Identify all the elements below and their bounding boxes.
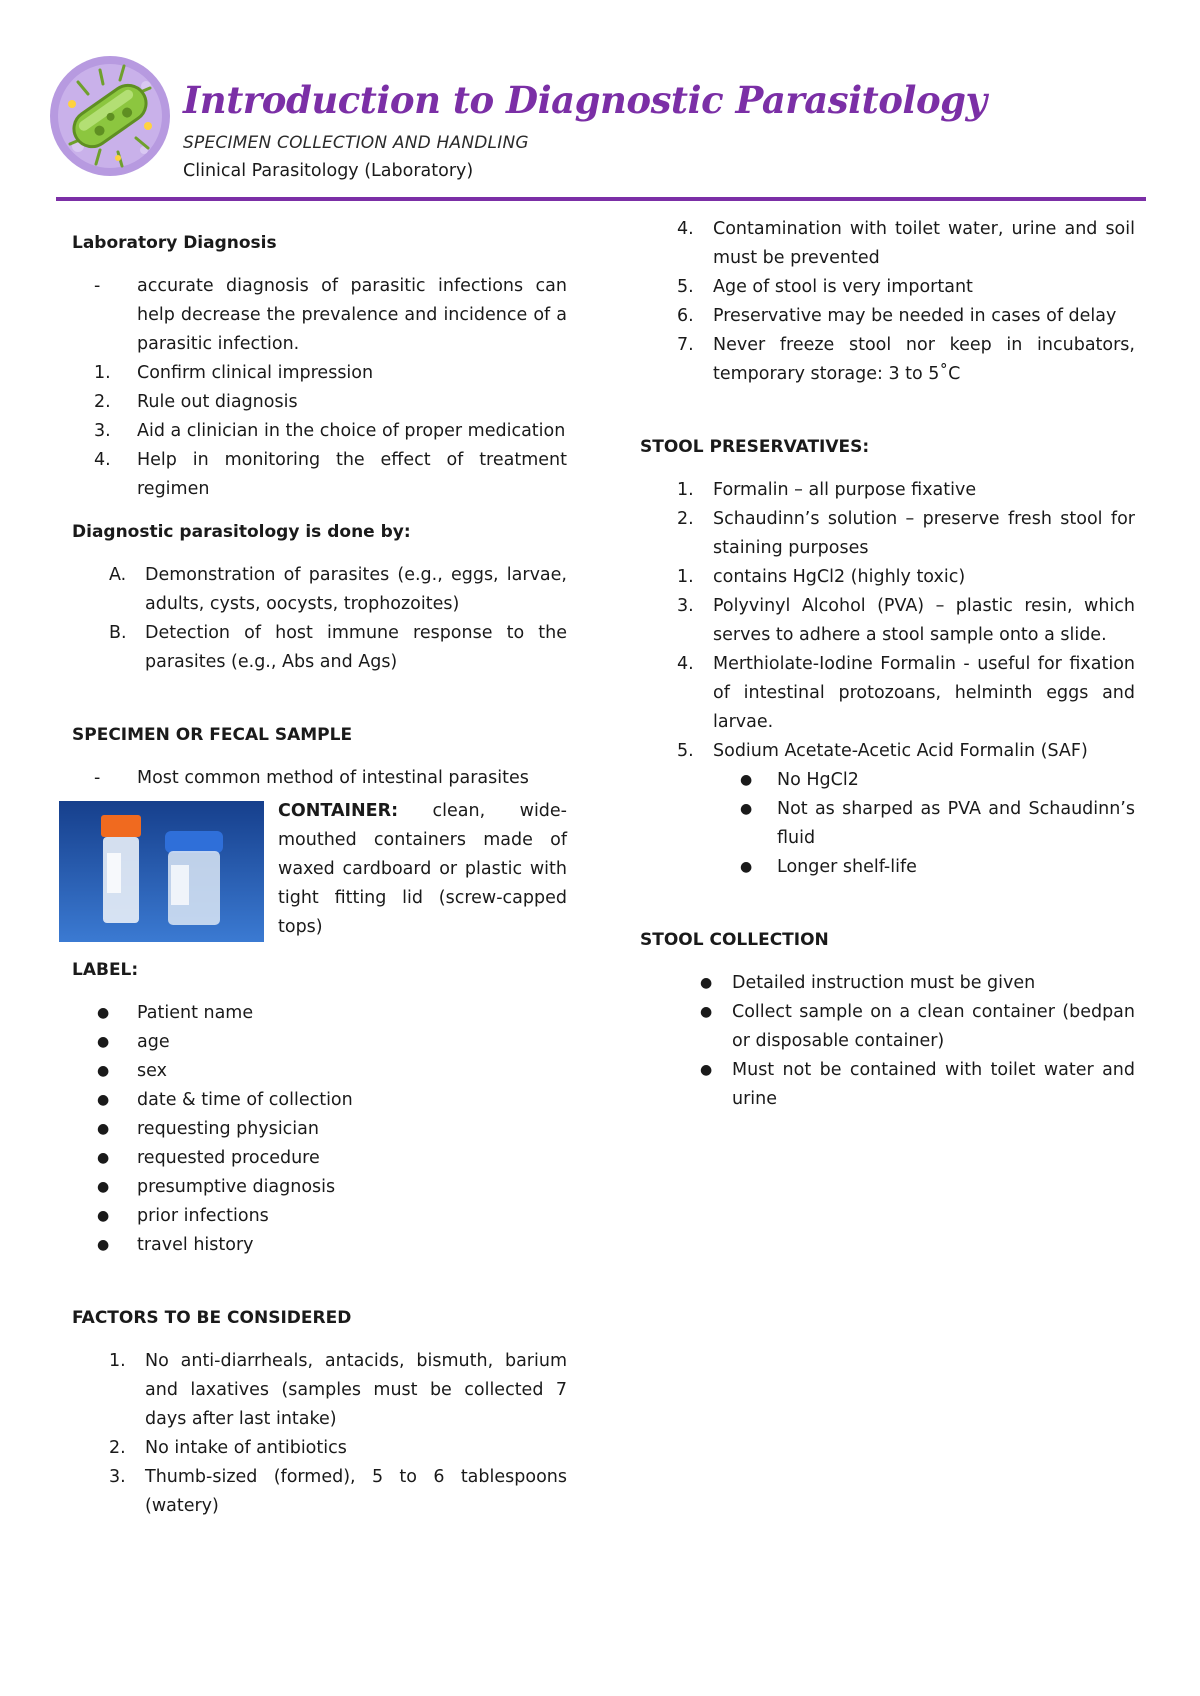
header-divider	[56, 197, 1146, 201]
list-item: ● No HgCl2	[740, 770, 859, 790]
list-item: 2. No intake of antibiotics	[109, 1438, 347, 1458]
list-item: ● Patient name	[97, 1003, 254, 1023]
list-item: B. Detection of host immune response to the parasites (e.g., Abs and Ags)	[109, 623, 567, 672]
page-subtitle: SPECIMEN COLLECTION AND HANDLING	[183, 133, 529, 153]
list-item: ● Detailed instruction must be given	[700, 973, 1036, 993]
list-item: 7. Never freeze stool nor keep in incubators, temporary storage: 3 to 5˚C	[677, 335, 1135, 384]
list-item: 1. Formalin – all purpose fixative	[677, 480, 977, 500]
list-item: 2. Schaudinn’s solution – preserve fresh stool for staining purposes	[677, 509, 1135, 558]
list-item: ● Collect sample on a clean container (bedpan or disposable container)	[700, 1002, 1135, 1051]
list-item: 1. contains HgCl2 (highly toxic)	[677, 567, 966, 587]
factors-heading: FACTORS TO BE CONSIDERED	[72, 1308, 352, 1328]
list-item: 6. Preservative may be needed in cases of delay	[677, 306, 1117, 326]
list-item: 3. Aid a clinician in the choice of proper medication	[94, 421, 566, 441]
container-description: CONTAINER: clean, wide-mouthed containers made of waxed cardboard or plastic with tight fitting lid (screw-capped tops)	[278, 801, 567, 937]
list-item: ● Longer shelf-life	[740, 857, 917, 877]
course-name: Clinical Parasitology (Laboratory)	[183, 161, 474, 181]
list-item: A. Demonstration of parasites (e.g., eggs, larvae, adults, cysts, oocysts, trophozoites)	[109, 565, 567, 614]
list-item: - accurate diagnosis of parasitic infections can help decrease the prevalence and incidence of a parasitic infection.	[94, 276, 567, 354]
specimen-containers-image	[59, 801, 264, 942]
label-heading: LABEL:	[72, 960, 139, 980]
list-item: ● age	[97, 1032, 170, 1052]
preservatives-heading: STOOL PRESERVATIVES:	[640, 437, 870, 457]
list-item: 2. Rule out diagnosis	[94, 392, 298, 412]
list-item: ● date & time of collection	[97, 1090, 353, 1110]
list-item: 1. Confirm clinical impression	[94, 363, 374, 383]
list-item: 3. Polyvinyl Alcohol (PVA) – plastic resin, which serves to adhere a stool sample onto a slide.	[677, 596, 1135, 645]
list-item: ● prior infections	[97, 1206, 269, 1226]
list-item: ● requesting physician	[97, 1119, 319, 1139]
list-item: 4. Merthiolate-Iodine Formalin - useful for fixation of intestinal protozoans, helminth eggs and larvae.	[677, 654, 1135, 732]
list-item: - Most common method of intestinal parasites	[94, 768, 529, 788]
list-item: 4. Help in monitoring the effect of treatment regimen	[94, 450, 567, 499]
list-item: 1. No anti-diarrheals, antacids, bismuth, barium and laxatives (samples must be collected 7 days after last intake)	[109, 1351, 567, 1429]
list-item: ● Not as sharped as PVA and Schaudinn’s fluid	[740, 799, 1135, 848]
list-item: ● presumptive diagnosis	[97, 1177, 336, 1197]
left-column	[72, 215, 567, 1521]
list-item: 5. Age of stool is very important	[677, 277, 973, 297]
list-item: 5. Sodium Acetate-Acetic Acid Formalin (SAF)	[677, 741, 1088, 761]
container-section	[72, 797, 567, 942]
list-item: ● requested procedure	[97, 1148, 320, 1168]
specimen-heading: SPECIMEN OR FECAL SAMPLE	[72, 725, 353, 745]
list-item: ● travel history	[97, 1235, 254, 1255]
list-item: 3. Thumb-sized (formed), 5 to 6 tablespoons (watery)	[109, 1467, 567, 1516]
page-title: Introduction to Diagnostic Parasitology	[183, 78, 987, 122]
collection-heading: STOOL COLLECTION	[640, 930, 829, 950]
right-column	[640, 215, 1135, 1114]
done-by-heading: Diagnostic parasitology is done by:	[72, 522, 411, 542]
lab-diagnosis-heading: Laboratory Diagnosis	[72, 233, 277, 253]
list-item: ● sex	[97, 1061, 167, 1081]
list-item: ● Must not be contained with toilet water and urine	[700, 1060, 1135, 1109]
list-item: 4. Contamination with toilet water, urine and soil must be prevented	[677, 219, 1135, 268]
bacterium-logo-icon	[48, 54, 172, 178]
